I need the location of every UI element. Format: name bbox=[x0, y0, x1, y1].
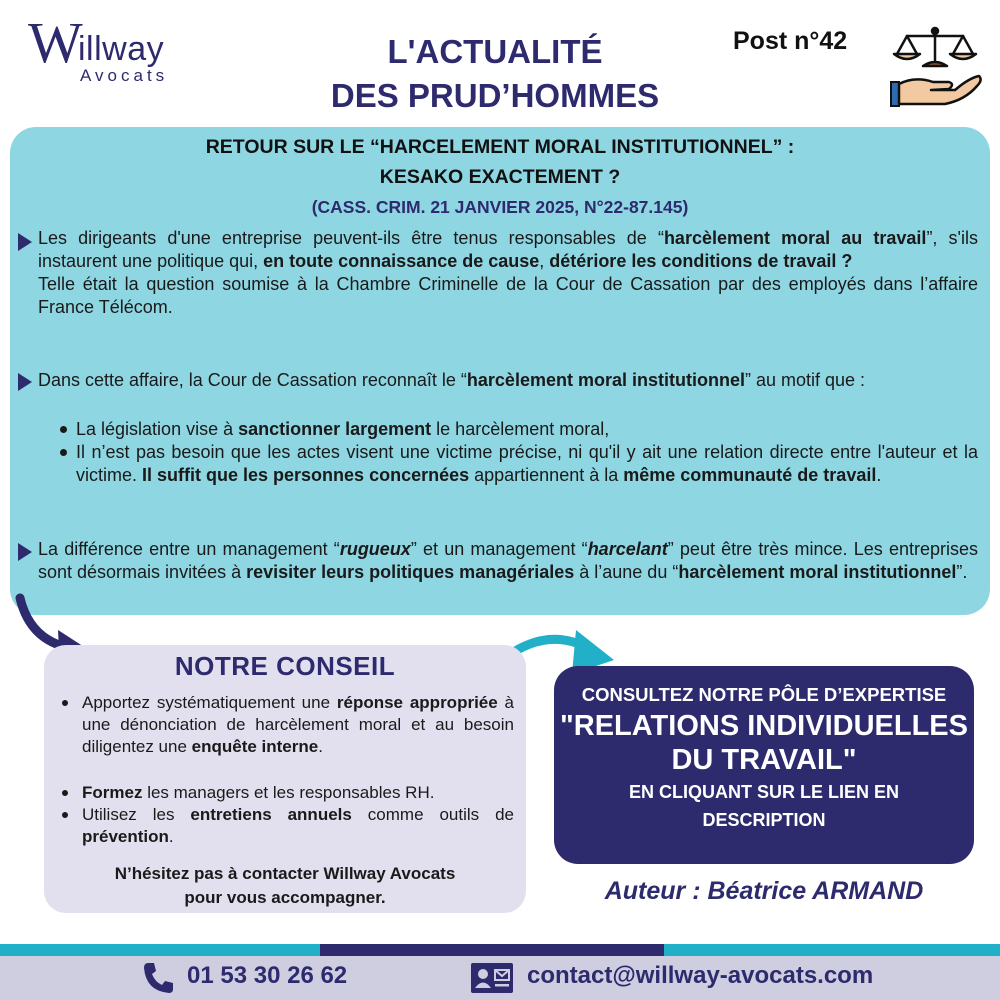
bullet-dot bbox=[62, 812, 68, 818]
contact-card-icon bbox=[470, 962, 514, 994]
title-line-2: DES PRUD’HOMMES bbox=[330, 77, 660, 114]
footer-stripe-navy bbox=[320, 944, 664, 956]
article-subtitle-1: RETOUR SUR LE “HARCELEMENT MORAL INSTITUTIONNEL” : bbox=[205, 136, 795, 158]
bullet-dot bbox=[62, 790, 68, 796]
advice-title: NOTRE CONSEIL bbox=[174, 651, 396, 681]
phone-icon bbox=[140, 960, 176, 996]
advice-item-1: Apportez systématiquement une réponse appropriée à une dénonciation de harcèlement moral et au besoin diligentez une enquête interne. bbox=[82, 693, 514, 756]
bullet-item-2: Il n’est pas besoin que les actes visent une victime précise, ni qu'il y ait une relation directe entre l'auteur et la victime. Il suffit que les personnes concernées appartiennent à la même communauté de travail. bbox=[76, 442, 978, 485]
author-credit: Auteur : Béatrice ARMAND bbox=[604, 877, 924, 905]
logo-initial: W bbox=[28, 10, 83, 75]
bullet-arrow-icon bbox=[18, 233, 32, 251]
expertise-line-1: CONSULTEZ NOTRE PÔLE D’EXPERTISE bbox=[581, 684, 947, 705]
logo-subtitle: Avocats bbox=[80, 66, 169, 85]
expertise-line-4: EN CLIQUANT SUR LE LIEN EN bbox=[628, 782, 899, 802]
paragraph-1: Les dirigeants d'une entreprise peuvent-ils être tenus responsables de “harcèlement moral au travail”, s'ils instaurent une politique qui, en toute connaissance de cause, détériore les conditions de travail ? Telle était la question soumise à la Chambre Criminelle de la Cour de Cassation par des employés dans l’affaire France Télécom. bbox=[38, 228, 978, 317]
advice-item-3: Utilisez les entretiens annuels comme outils de prévention. bbox=[82, 805, 514, 846]
bullet-dot bbox=[60, 426, 67, 433]
advice-item-2: Formez les managers et les responsables RH. bbox=[82, 783, 435, 802]
bullet-arrow-icon bbox=[18, 543, 32, 561]
expertise-line-2: "RELATIONS INDIVIDUELLES bbox=[560, 710, 968, 742]
bullet-arrow-icon bbox=[18, 373, 32, 391]
expertise-line-5: DESCRIPTION bbox=[702, 810, 826, 830]
footer-stripe-teal bbox=[0, 944, 320, 956]
contact-call-to-action: N’hésitez pas à contacter Willway Avocats pour vous accompagner. bbox=[114, 864, 456, 907]
bullet-item-1: La législation vise à sanctionner largement le harcèlement moral, bbox=[76, 419, 610, 439]
footer-stripe-teal bbox=[664, 944, 1000, 956]
scale-justice-icon bbox=[885, 22, 985, 112]
bullet-dot bbox=[62, 700, 68, 706]
paragraph-2: Dans cette affaire, la Cour de Cassation reconnaît le “harcèlement moral institutionnel” au motif que : bbox=[38, 370, 866, 390]
article-subtitle-2: KESAKO EXACTEMENT ? bbox=[379, 166, 621, 188]
paragraph-3: La différence entre un management “rugueux” et un management “harcelant” peut être très mince. Les entreprises sont désormais invitées à revisiter leurs politiques managériales à l’aune du “harcèlement moral institutionnel”. bbox=[38, 539, 979, 582]
page-title bbox=[260, 30, 730, 118]
bullet-dot bbox=[60, 449, 67, 456]
willway-logo bbox=[28, 10, 208, 85]
expertise-line-3: DU TRAVAIL" bbox=[671, 744, 857, 776]
title-line-1: L'ACTUALITÉ bbox=[387, 33, 603, 70]
logo-wordmark: illway bbox=[78, 30, 165, 68]
phone-number[interactable]: 01 53 30 26 62 bbox=[187, 962, 348, 989]
post-number: Post n°42 bbox=[733, 27, 848, 55]
case-citation: (CASS. CRIM. 21 JANVIER 2025, N°22-87.145) bbox=[311, 197, 689, 217]
email-link[interactable]: contact@willway-avocats.com bbox=[527, 962, 874, 989]
